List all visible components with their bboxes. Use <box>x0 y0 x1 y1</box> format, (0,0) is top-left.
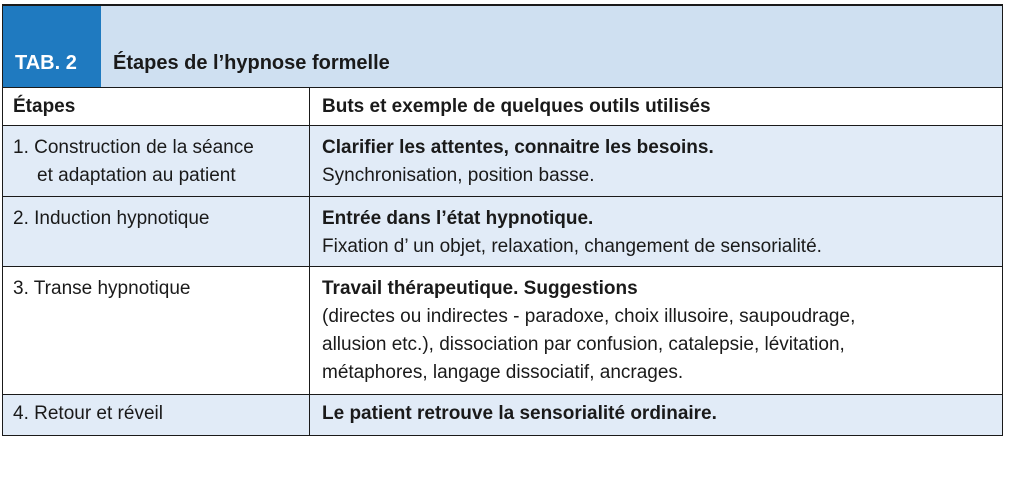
step-cell <box>3 197 310 266</box>
step-label: 2. Induction hypnotique <box>13 208 210 229</box>
step-cell <box>3 126 310 196</box>
table-row <box>3 395 1002 435</box>
aim-text: Clarifier les attentes, connaitre les besoins. <box>322 137 714 158</box>
column-header-aims: Buts et exemple de quelques outils utilisés <box>322 96 711 117</box>
aim-cell <box>310 395 1002 435</box>
step-cell <box>3 395 310 435</box>
column-header-steps: Étapes <box>3 88 310 125</box>
aim-text: Travail thérapeutique. Suggestions <box>322 278 638 299</box>
table-row <box>3 126 1002 197</box>
table-title: Étapes de l’hypnose formelle <box>113 52 390 74</box>
step-cell <box>3 267 310 394</box>
aim-cell <box>310 126 1002 196</box>
tools-text: métaphores, langage dissociatif, ancrages. <box>322 362 684 383</box>
step-label: 4. Retour et réveil <box>13 403 163 424</box>
tools-text: Fixation d’ un objet, relaxation, changement de sensorialité. <box>322 236 822 257</box>
aim-cell <box>310 267 1002 394</box>
table-row <box>3 267 1002 395</box>
tools-text: Synchronisation, position basse. <box>322 165 595 186</box>
table-row <box>3 197 1002 267</box>
column-header-row <box>3 88 1002 126</box>
tools-text: allusion etc.), dissociation par confusion, catalepsie, lévitation, <box>322 334 845 355</box>
aim-text: Entrée dans l’état hypnotique. <box>322 208 594 229</box>
table-title-bar <box>3 6 1002 88</box>
hypnosis-stages-table <box>2 4 1003 436</box>
step-label-continued: et adaptation au patient <box>37 165 236 186</box>
aim-cell <box>310 197 1002 266</box>
tools-text: (directes ou indirectes - paradoxe, choix illusoire, saupoudrage, <box>322 306 856 327</box>
table-number-tab: TAB. 2 <box>3 6 101 87</box>
step-label: 3. Transe hypnotique <box>13 278 191 299</box>
step-label: 1. Construction de la séance <box>13 137 254 158</box>
aim-text: Le patient retrouve la sensorialité ordinaire. <box>322 403 717 424</box>
